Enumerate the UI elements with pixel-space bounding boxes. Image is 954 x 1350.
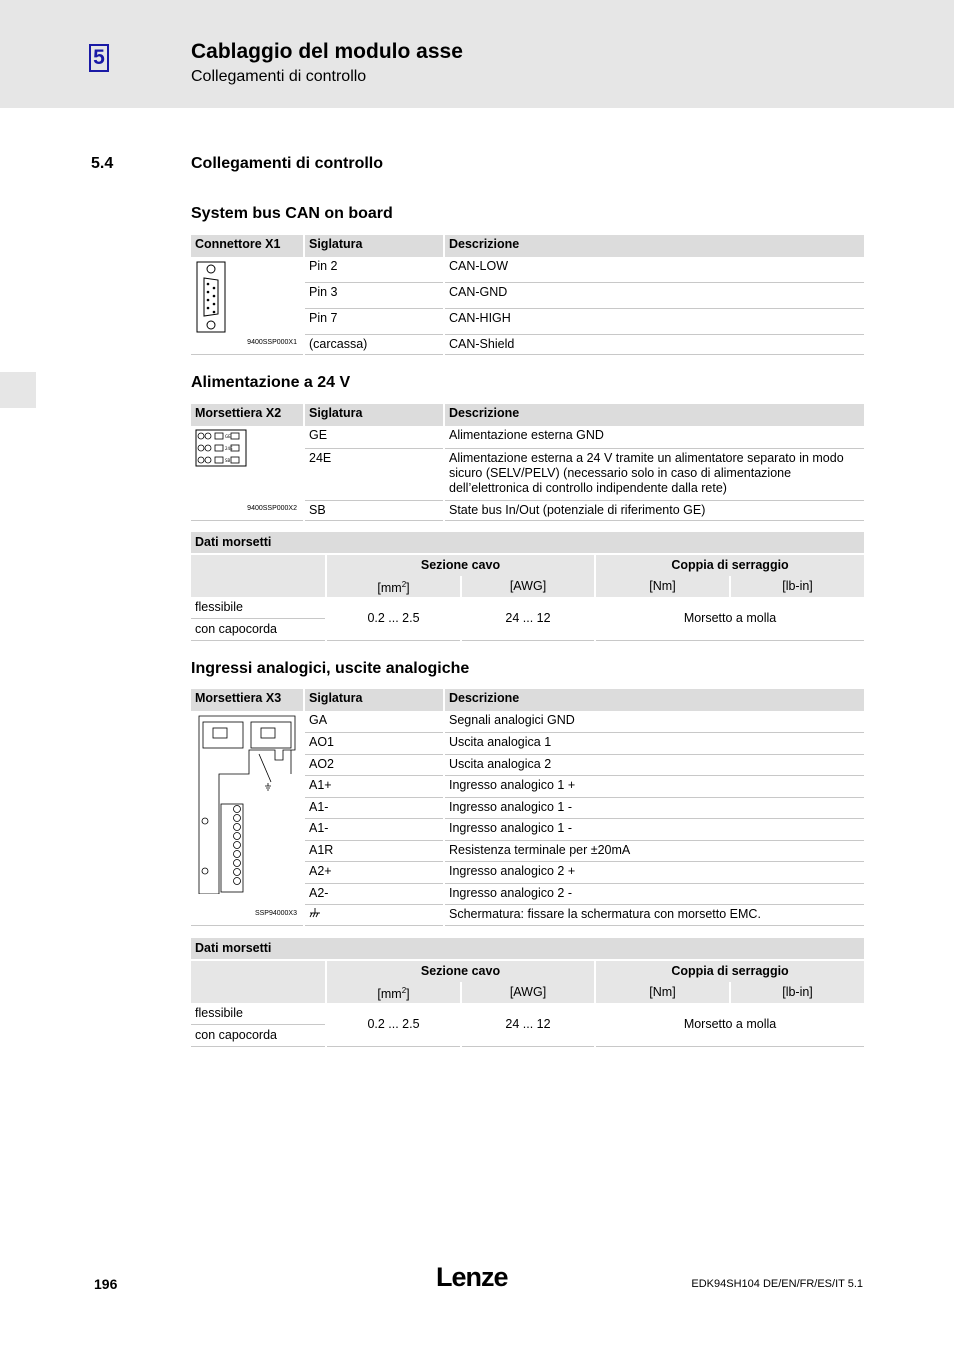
unit-awg: [AWG]: [461, 576, 595, 597]
description-cell: Uscita analogica 2: [444, 754, 864, 775]
siglatura-cell: AO1: [304, 732, 444, 754]
column-header: Siglatura: [304, 404, 444, 426]
torque-value: Morsetto a molla: [595, 597, 864, 641]
terminal-x2-image-cell: [191, 426, 304, 520]
terminal-block-x2-icon: [195, 429, 249, 469]
siglatura-cell: GA: [304, 711, 444, 732]
unit-lbin: [lb-in]: [730, 576, 864, 597]
power-heading: Alimentazione a 24 V: [191, 374, 351, 391]
description-cell: CAN-LOW: [444, 257, 864, 282]
siglatura-cell: A1-: [304, 818, 444, 840]
siglatura-cell: Pin 7: [304, 308, 444, 334]
ground-shield-icon: [309, 908, 321, 918]
table-row: [191, 426, 864, 448]
can-heading: System bus CAN on board: [191, 205, 393, 222]
row-label-flexible: flessibile: [191, 597, 326, 619]
terminal-data-title: Dati morsetti: [191, 532, 864, 553]
page-header: [0, 0, 954, 108]
description-cell: Ingresso analogico 2 -: [444, 883, 864, 904]
chapter-title: Cablaggio del modulo asse: [191, 40, 463, 63]
row-label-ferrule: con capocorda: [191, 619, 326, 641]
unit-awg: [AWG]: [461, 982, 595, 1003]
table-header-row: [191, 235, 864, 257]
terminal-data-title: Dati morsetti: [191, 938, 864, 959]
image-caption: 9400SSP000X2: [247, 504, 297, 512]
column-header: Connettore X1: [191, 235, 304, 257]
description-cell: CAN-GND: [444, 282, 864, 308]
empty-header-cell: [191, 961, 326, 1003]
description-cell: State bus In/Out (potenziale di riferimento GE): [444, 500, 864, 520]
cable-section-header: Sezione cavo: [326, 961, 595, 982]
description-cell: Schermatura: fissare la schermatura con morsetto EMC.: [444, 904, 864, 925]
terminal-label: 24E: [225, 446, 233, 451]
siglatura-cell: A1-: [304, 797, 444, 818]
chapter-side-tab: [0, 372, 36, 408]
description-cell: Ingresso analogico 1 +: [444, 775, 864, 797]
column-header: Descrizione: [444, 404, 864, 426]
analog-heading: Ingressi analogici, uscite analogiche: [191, 660, 470, 677]
siglatura-cell: Pin 3: [304, 282, 444, 308]
shield-symbol-cell: [304, 904, 444, 925]
column-header: Descrizione: [444, 235, 864, 257]
mm2-value: 0.2 ... 2.5: [326, 1003, 461, 1047]
row-label-ferrule: con capocorda: [191, 1025, 326, 1047]
analog-table: [191, 689, 864, 926]
table-row: [191, 711, 864, 732]
unit-lbin: [lb-in]: [730, 982, 864, 1003]
terminal-block-x3-icon: [195, 714, 299, 894]
empty-header-cell: [191, 555, 326, 597]
terminal-data-table: [191, 532, 864, 641]
terminal-label: SB: [225, 458, 231, 463]
siglatura-cell: A2+: [304, 861, 444, 883]
table-header-row: [191, 404, 864, 426]
column-header: Morsettiera X2: [191, 404, 304, 426]
column-header: Descrizione: [444, 689, 864, 711]
description-cell: Ingresso analogico 1 -: [444, 818, 864, 840]
torque-header: Coppia di serraggio: [595, 555, 864, 576]
siglatura-cell: GE: [304, 426, 444, 448]
connector-x1-image-cell: [191, 257, 304, 354]
chapter-subtitle: Collegamenti di controllo: [191, 68, 367, 85]
unit-mm2: $[mm^2]$: [326, 576, 461, 597]
description-cell: Uscita analogica 1: [444, 732, 864, 754]
can-table: [191, 235, 864, 355]
description-cell: Alimentazione esterna a 24 V tramite un alimentatore separato in modo sicuro (SELV/PELV) (necessario solo in caso di alimentazione dell’elettronica di controllo indipendente dalla rete): [444, 448, 864, 500]
siglatura-cell: A1+: [304, 775, 444, 797]
table-row: [191, 257, 864, 282]
description-cell: Ingresso analogico 2 +: [444, 861, 864, 883]
terminal-data-table: [191, 938, 864, 1047]
column-header: Siglatura: [304, 235, 444, 257]
column-header: Siglatura: [304, 689, 444, 711]
dsub-connector-icon: [195, 260, 235, 336]
siglatura-cell: A2-: [304, 883, 444, 904]
terminal-label: GE: [225, 434, 231, 439]
torque-header: Coppia di serraggio: [595, 961, 864, 982]
siglatura-cell: (carcassa): [304, 334, 444, 354]
terminal-x3-image-cell: [191, 711, 304, 925]
siglatura-cell: A1R: [304, 840, 444, 861]
awg-value: 24 ... 12: [461, 1003, 595, 1047]
row-label-flexible: flessibile: [191, 1003, 326, 1025]
description-cell: Alimentazione esterna GND: [444, 426, 864, 448]
column-header: Morsettiera X3: [191, 689, 304, 711]
image-caption: SSP94000X3: [254, 909, 297, 917]
description-cell: CAN-HIGH: [444, 308, 864, 334]
description-cell: CAN-Shield: [444, 334, 864, 354]
siglatura-cell: Pin 2: [304, 257, 444, 282]
unit-mm2: $[mm^2]$: [326, 982, 461, 1003]
page-number: 196: [94, 1276, 118, 1292]
siglatura-cell: 24E: [304, 448, 444, 500]
torque-value: Morsetto a molla: [595, 1003, 864, 1047]
section-title: Collegamenti di controllo: [191, 155, 384, 172]
description-cell: Ingresso analogico 1 -: [444, 797, 864, 818]
unit-nm: [Nm]: [595, 982, 730, 1003]
image-caption: 9400SSP000X1: [247, 338, 297, 346]
description-cell: Resistenza terminale per ±20mA: [444, 840, 864, 861]
description-cell: Segnali analogici GND: [444, 711, 864, 732]
section-number: 5.4: [91, 155, 114, 172]
siglatura-cell: SB: [304, 500, 444, 520]
awg-value: 24 ... 12: [461, 597, 595, 641]
table-header-row: [191, 689, 864, 711]
mm2-value: 0.2 ... 2.5: [326, 597, 461, 641]
power-table: [191, 404, 864, 521]
chapter-number: 5: [89, 44, 109, 72]
cable-section-header: Sezione cavo: [326, 555, 595, 576]
unit-nm: [Nm]: [595, 576, 730, 597]
document-id: EDK94SH104 DE/EN/FR/ES/IT 5.1: [691, 1278, 863, 1290]
siglatura-cell: AO2: [304, 754, 444, 775]
lenze-logo: Lenze: [436, 1262, 508, 1292]
